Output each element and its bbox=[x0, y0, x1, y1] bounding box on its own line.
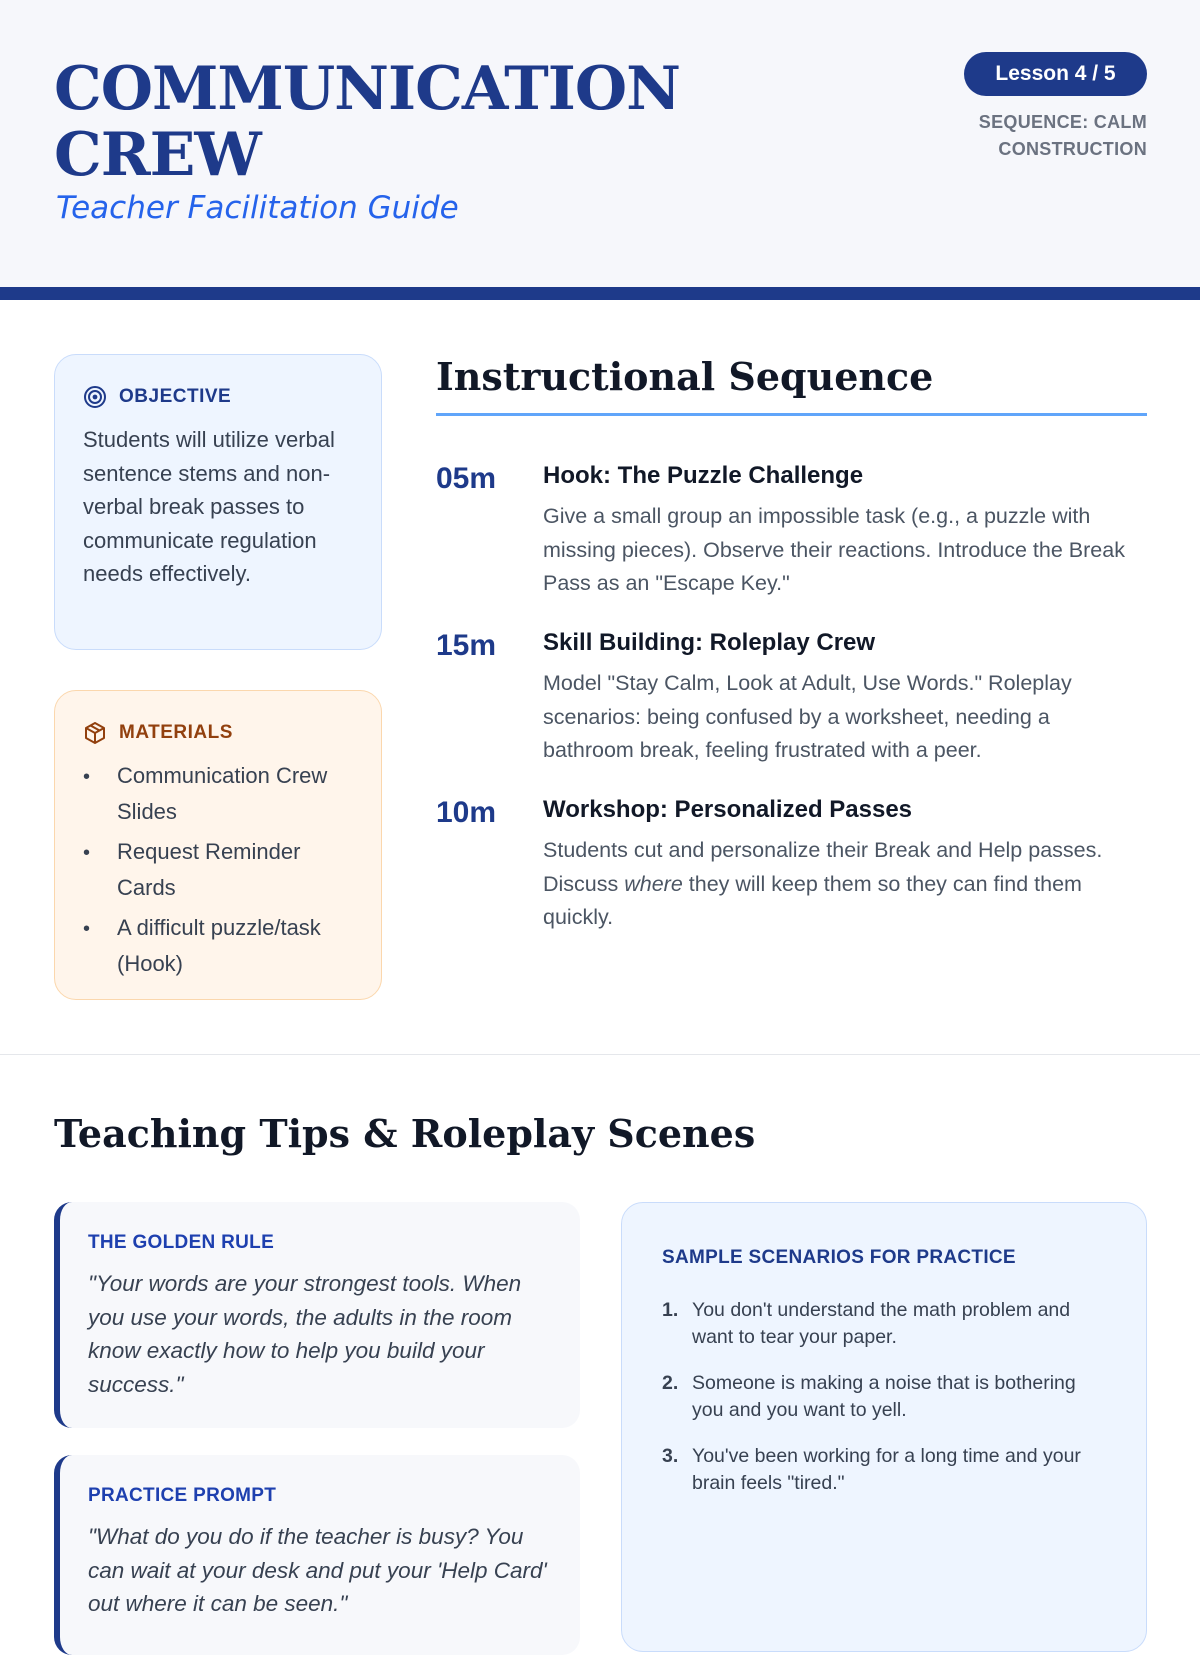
practice-prompt-card bbox=[54, 1455, 580, 1655]
materials-card bbox=[54, 690, 382, 1000]
step-description: Students cut and personalize their Break and Help passes. Discuss where they will keep them so they can find them quickly. bbox=[543, 838, 1103, 929]
practice-prompt-label: PRACTICE PROMPT bbox=[88, 1485, 277, 1506]
materials-label: MATERIALS bbox=[119, 722, 233, 743]
list-item: • Request Reminder Cards bbox=[83, 839, 301, 900]
list-item: 2. Someone is making a noise that is bothering you and you want to yell. bbox=[662, 1372, 1076, 1421]
box-icon bbox=[83, 721, 107, 745]
step-title: Workshop: Personalized Passes bbox=[543, 796, 913, 823]
practice-prompt-quote: "What do you do if the teacher is busy? You can wait at your desk and put your 'Help Card' out where it can be seen." bbox=[88, 1524, 547, 1616]
objective-text: Students will utilize verbal sentence stems and non-verbal break passes to communicate regulation needs effectively. bbox=[83, 427, 335, 586]
scenarios-list bbox=[662, 1297, 1102, 1516]
page-title: COMMUNICATION CREW bbox=[54, 54, 680, 190]
scenarios-label: SAMPLE SCENARIOS FOR PRACTICE bbox=[662, 1247, 1016, 1268]
lesson-badge: Lesson 4 / 5 bbox=[964, 52, 1147, 96]
step-duration: 10m bbox=[436, 796, 497, 829]
step-description: Model "Stay Calm, Look at Adult, Use Words." Roleplay scenarios: being confused by a worksheet, needing a bathroom break, feeling frustrated with a peer. bbox=[543, 671, 1072, 762]
sequence-label: SEQUENCE: CALM CONSTRUCTION bbox=[978, 112, 1147, 159]
step-description: Give a small group an impossible task (e.g., a puzzle with missing pieces). Observe their reactions. Introduce the Break Pass as an "Escape Key." bbox=[543, 504, 1125, 595]
sample-scenarios-card bbox=[621, 1202, 1147, 1652]
golden-rule-label: THE GOLDEN RULE bbox=[88, 1232, 275, 1253]
teaching-tips-heading: Teaching Tips & Roleplay Scenes bbox=[54, 1111, 756, 1156]
emphasis-text: where bbox=[624, 871, 683, 896]
target-icon bbox=[83, 385, 107, 409]
objective-card bbox=[54, 354, 382, 650]
objective-label: OBJECTIVE bbox=[119, 386, 232, 407]
golden-rule-quote: "Your words are your strongest tools. When you use your words, the adults in the room know exactly how to help you build your success." bbox=[88, 1271, 522, 1397]
step-title: Hook: The Puzzle Challenge bbox=[543, 462, 864, 489]
list-item: • A difficult puzzle/task (Hook) bbox=[83, 915, 321, 976]
page-header bbox=[0, 0, 1200, 287]
materials-list bbox=[83, 759, 358, 987]
page-subtitle: Teacher Facilitation Guide bbox=[56, 190, 459, 226]
list-item: 1. You don't understand the math problem and want to tear your paper. bbox=[662, 1299, 1071, 1348]
heading-underline bbox=[436, 413, 1147, 416]
list-item: • Communication Crew Slides bbox=[83, 763, 328, 824]
instructional-sequence-heading: Instructional Sequence bbox=[436, 354, 934, 399]
header-divider-bar bbox=[0, 287, 1200, 300]
golden-rule-card bbox=[54, 1202, 580, 1428]
section-divider bbox=[0, 1054, 1200, 1055]
step-duration: 15m bbox=[436, 629, 497, 662]
step-title: Skill Building: Roleplay Crew bbox=[543, 629, 876, 656]
step-duration: 05m bbox=[436, 462, 497, 495]
list-item: 3. You've been working for a long time and your brain feels "tired." bbox=[662, 1445, 1081, 1494]
